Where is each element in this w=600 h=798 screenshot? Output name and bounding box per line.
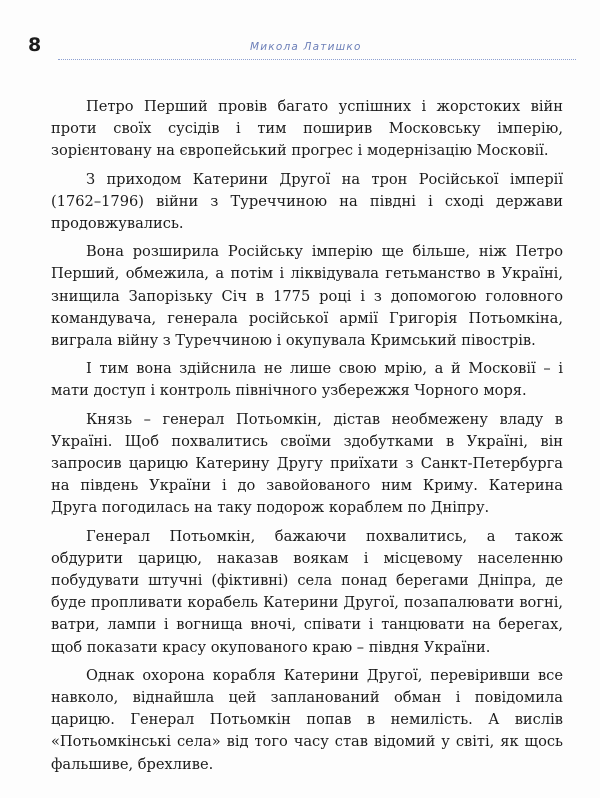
page-number: 8 bbox=[28, 34, 42, 56]
paragraph: Однак охорона корабля Катерини Другої, перевіривши все навколо, віднайшла цей запланований обман і повідомила царицю. Генерал Потьомкін попав в немилість. А вислів «Потьомкінські села» від того часу став відомий у світі, як щось фальшиве, брехливе. bbox=[51, 666, 563, 773]
paragraph: Петро Перший провів багато успішних і жорстоких війн проти своїх сусідів і тим поширив Московську імперію, зорієнтовану на європейський прогрес і модернізацію Московії. bbox=[51, 98, 563, 160]
paragraph: З приходом Катерини Другої на трон Російської імперії (1762–1796) війни з Туреччиною на півдні і сході держави продовжувались. bbox=[51, 170, 563, 233]
paragraph: І тим вона здійснила не лише свою мрію, а й Московії – і мати доступ і контроль північного узбережжя Чорного моря. bbox=[51, 360, 563, 400]
paragraph: Князь – генерал Потьомкін, дістав необмежену владу в Україні. Щоб похвалитись своїми здобутками в Україні, він запросив царицю Катерину Другу приїхати з Санкт-Петербурга на південь України і до завойованого ним Криму. Катерина Друга погодилась на таку подорож кораблем по Дніпру. bbox=[51, 410, 563, 517]
paragraph: Вона розширила Російську імперію ще більше, ніж Петро Перший, обмежила, а потім і ліквідувала гетьманство в Україні, знищила Запорізьку Січ в 1775 році і з допомогою головного командувача, генерала російської армії Григорія Потьомкіна, виграла війну з Туреччиною і окупувала Кримський півострів. bbox=[51, 243, 563, 350]
paragraph: Генерал Потьомкін, бажаючи похвалитись, а також обдурити царицю, наказав воякам і місцевому населенню побудувати штучні (фіктивні) села понад берегами Дніпра, де буде пропливати корабель Катерини Другої, позапалювати вогні, ватри, лампи і вогнища вночі, співати і танцювати на берегах, щоб показати красу окупованого краю – півдня України. bbox=[51, 527, 563, 656]
body-text bbox=[51, 96, 563, 782]
header-rule bbox=[58, 59, 576, 60]
running-head-author: Микола Латишко bbox=[250, 41, 362, 53]
page-header bbox=[28, 34, 576, 64]
